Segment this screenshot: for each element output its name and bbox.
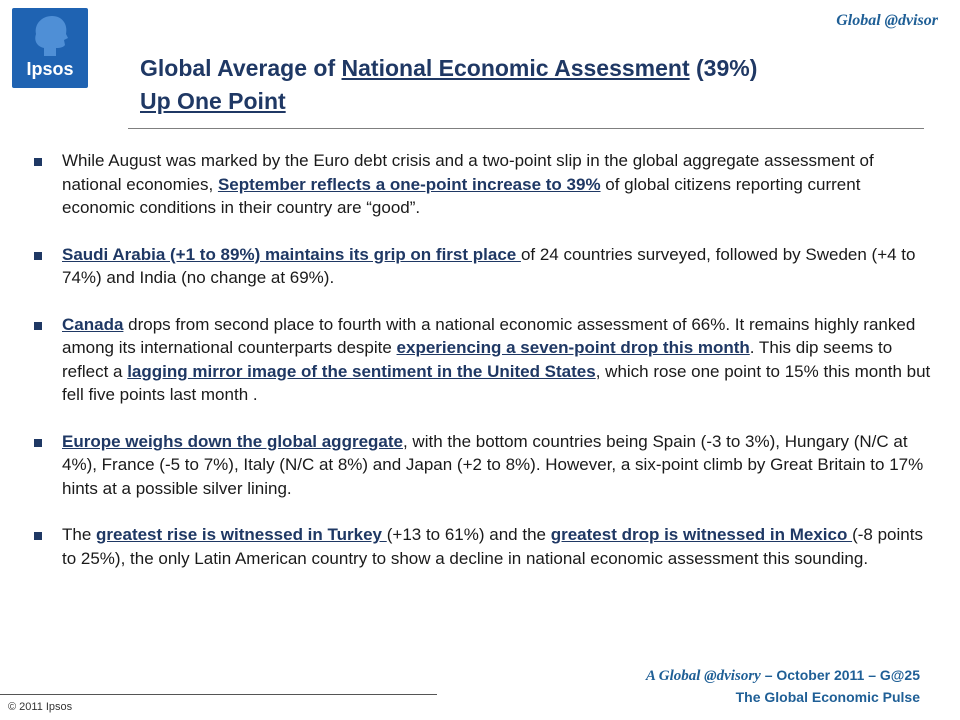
copyright-text: © 2011 Ipsos bbox=[8, 701, 73, 713]
bullet-text: . This dip seems to reflect a bbox=[62, 338, 893, 381]
bullet-list bbox=[28, 149, 933, 593]
bullet-text: (-8 points to 25%), the only Latin American country to show a decline in national economic assessment this sounding. bbox=[62, 525, 923, 568]
ipsos-logo bbox=[12, 8, 88, 88]
logo-wordmark: Ipsos bbox=[26, 59, 74, 79]
bullet-text: drops from second place to fourth with a national economic assessment of 66%. It remains highly ranked among its international counterparts despite bbox=[62, 314, 916, 357]
bullet-item bbox=[28, 523, 933, 570]
highlighted-text: Saudi Arabia (+1 to 89%) maintains its grip on first place bbox=[62, 244, 521, 264]
footer-date-code: – October 2011 – G@25 bbox=[760, 667, 920, 683]
bullet-square-icon bbox=[34, 439, 42, 447]
bullet-item bbox=[28, 149, 933, 220]
highlighted-text: experiencing a seven-point drop this month bbox=[396, 338, 750, 357]
bullet-square-icon bbox=[34, 532, 42, 540]
footer-report-name: The Global Economic Pulse bbox=[735, 689, 920, 705]
bullet-square-icon bbox=[34, 322, 42, 330]
footer-series-name: A Global @dvisory bbox=[645, 668, 761, 684]
bullet-text: of global citizens reporting current economic conditions in their country are “good”. bbox=[62, 174, 861, 217]
highlighted-text: greatest drop is witnessed in Mexico bbox=[550, 525, 853, 544]
title-subline: Up One Point bbox=[140, 88, 286, 114]
highlighted-text: September reflects a one-point increase to 39% bbox=[217, 174, 601, 194]
bullet-item bbox=[28, 243, 933, 290]
bullet-text: , with the bottom countries being Spain (-3 to 3%), Hungary (N/C at 4%), France (-5 to 7%), Italy (N/C at 8%) and Japan (+2 to 8%). However, a six-point climb by Great Britain to 17% hints at a possible silver lining. bbox=[62, 431, 924, 498]
highlighted-text: Europe weighs down the global aggregate bbox=[62, 431, 403, 451]
bullet-item bbox=[28, 430, 933, 501]
title-divider bbox=[128, 128, 924, 129]
highlighted-text: greatest rise is witnessed in Turkey bbox=[96, 525, 387, 544]
highlighted-text: Canada bbox=[62, 314, 124, 334]
page-title bbox=[140, 52, 920, 118]
bullet-text: of 24 countries surveyed, followed by Sweden (+4 to 74%) and India (no change at 69%). bbox=[62, 244, 916, 287]
bullet-text: The bbox=[62, 525, 97, 544]
bullet-square-icon bbox=[34, 158, 42, 166]
footer-series-line bbox=[646, 667, 920, 685]
bullet-square-icon bbox=[34, 252, 42, 260]
footer-divider bbox=[0, 694, 437, 695]
title-underlined-topic: National Economic Assessment bbox=[341, 55, 690, 81]
bullet-text: , which rose one point to 15% this month but fell five points last month . bbox=[62, 361, 931, 404]
highlighted-text: lagging mirror image of the sentiment in the United States bbox=[127, 361, 596, 381]
global-advisor-tag: Global @dvisor bbox=[836, 12, 938, 29]
title-part1: Global Average of bbox=[140, 55, 342, 81]
head-silhouette-icon bbox=[30, 14, 70, 58]
bullet-text: (+13 to 61%) and the bbox=[386, 525, 551, 544]
bullet-item bbox=[28, 313, 933, 407]
title-part3: (39%) bbox=[689, 55, 758, 81]
bullet-text: While August was marked by the Euro debt crisis and a two-point slip in the global aggregate assessment of national economies, bbox=[62, 151, 874, 194]
